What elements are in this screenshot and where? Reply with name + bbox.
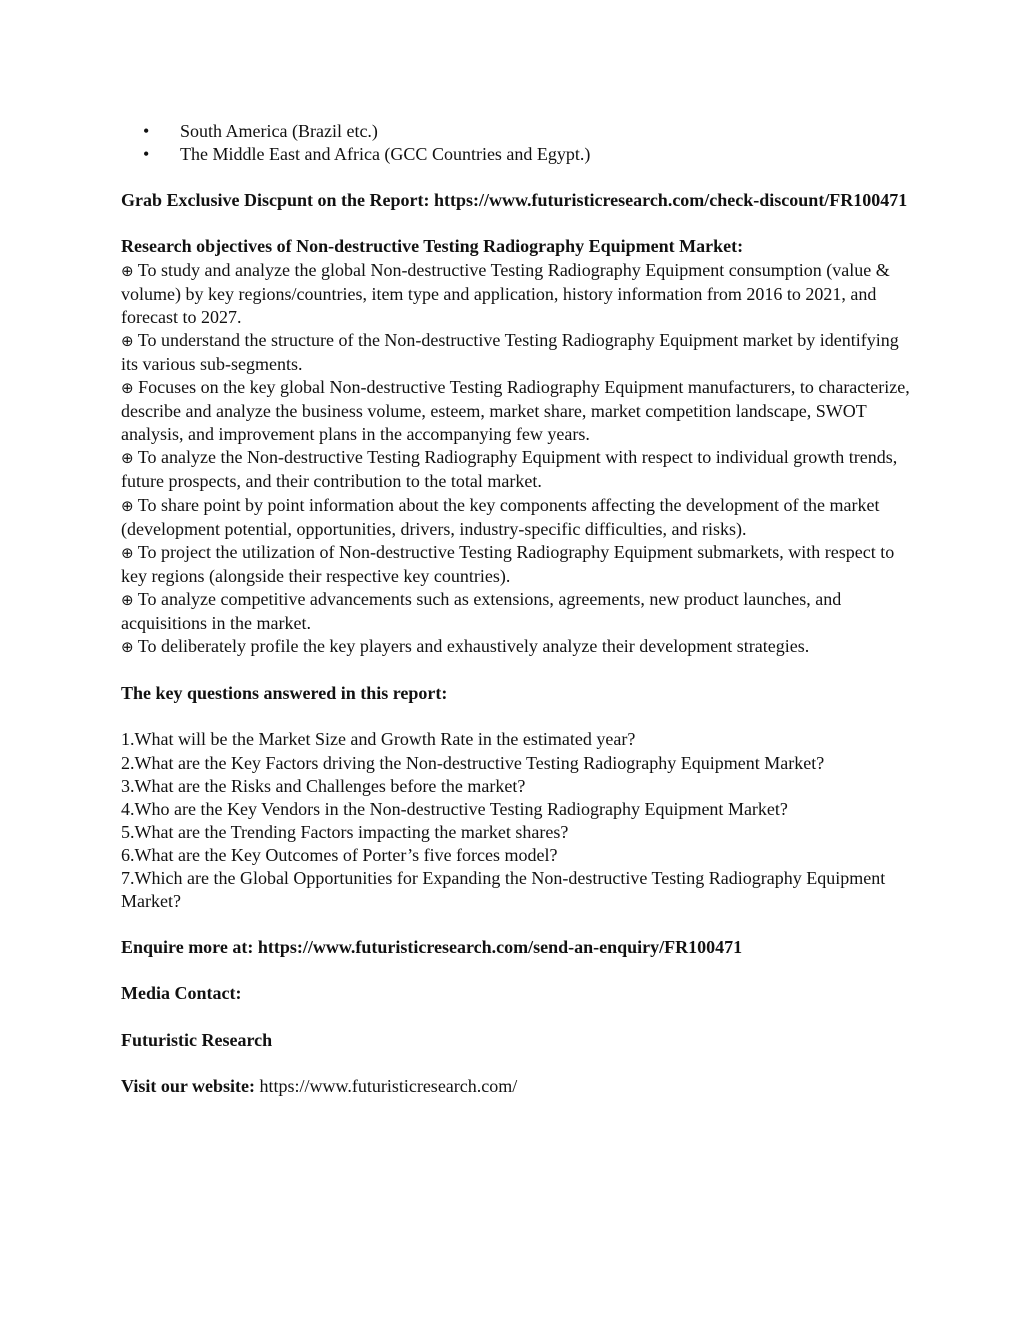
discount-link[interactable]: Grab Exclusive Discpunt on the Report: https://www.futuristicresearch.com/check-discount/FR100471	[121, 190, 908, 211]
list-item: 5.What are the Trending Factors impacting the market shares?	[121, 821, 569, 842]
bullet-text: South America (Brazil etc.)	[180, 121, 378, 141]
website-link[interactable]: https://www.futuristicresearch.com/	[259, 1075, 518, 1096]
company-name: Futuristic Research	[121, 1029, 273, 1050]
circled-plus-icon: ⊕	[121, 590, 134, 609]
website-label: Visit our website:	[121, 1075, 255, 1096]
list-item: ⊕ To study and analyze the global Non-destructive Testing Radiography Equipment consumption (value & volume) by key regions/countries, item type and application, history information from 2016 to 2021, and forecast to 2027.	[121, 259, 890, 327]
list-item: 6.What are the Key Outcomes of Porter’s five forces model?	[121, 844, 558, 865]
circled-plus-icon: ⊕	[121, 331, 134, 350]
list-item: 3.What are the Risks and Challenges before the market?	[121, 775, 526, 796]
list-item: ⊕ To deliberately profile the key players and exhaustively analyze their development strategies.	[121, 636, 810, 657]
objectives-heading: Research objectives of Non-destructive Testing Radiography Equipment Market:	[121, 236, 744, 257]
list-item: ⊕ To understand the structure of the Non-destructive Testing Radiography Equipment market by identifying its various sub-segments.	[121, 329, 899, 374]
circled-plus-icon: ⊕	[121, 496, 134, 515]
questions-list	[121, 728, 911, 913]
website-line	[121, 1075, 911, 1098]
bullet-text: The Middle East and Africa (GCC Countries and Egypt.)	[180, 144, 591, 165]
list-item: 2.What are the Key Factors driving the Non-destructive Testing Radiography Equipment Market?	[121, 752, 825, 773]
region-bullet-list	[121, 120, 911, 166]
list-item: ⊕ To analyze competitive advancements such as extensions, agreements, new product launches, and acquisitions in the market.	[121, 588, 842, 633]
list-item: 7.Which are the Global Opportunities for Expanding the Non-destructive Testing Radiography Equipment Market?	[121, 868, 886, 912]
bullet-icon: •	[143, 144, 150, 165]
media-contact-heading: Media Contact:	[121, 983, 242, 1004]
list-item: 4.Who are the Key Vendors in the Non-destructive Testing Radiography Equipment Market?	[121, 798, 788, 819]
list-item: ⊕ To share point by point information about the key components affecting the development of the market (development potential, opportunities, drivers, industry-specific difficulties, and risks).	[121, 494, 880, 539]
questions-heading: The key questions answered in this report:	[121, 683, 448, 704]
list-item	[121, 143, 911, 166]
document-page	[121, 120, 911, 1098]
circled-plus-icon: ⊕	[121, 543, 134, 562]
enquire-link[interactable]: Enquire more at: https://www.futuristicresearch.com/send-an-enquiry/FR100471	[121, 937, 743, 958]
list-item	[121, 120, 911, 143]
circled-plus-icon: ⊕	[121, 261, 134, 280]
bullet-icon: •	[143, 121, 150, 141]
objectives-list	[121, 259, 911, 660]
circled-plus-icon: ⊕	[121, 449, 134, 468]
list-item: ⊕ To analyze the Non-destructive Testing Radiography Equipment with respect to individual growth trends, future prospects, and their contribution to the total market.	[121, 447, 898, 492]
list-item: 1.What will be the Market Size and Growth Rate in the estimated year?	[121, 729, 636, 750]
list-item: ⊕ To project the utilization of Non-destructive Testing Radiography Equipment submarkets, with respect to key regions (alongside their respective key countries).	[121, 541, 895, 586]
circled-plus-icon: ⊕	[121, 379, 134, 398]
circled-plus-icon: ⊕	[121, 638, 134, 657]
list-item: ⊕ Focuses on the key global Non-destructive Testing Radiography Equipment manufacturers, to characterize, describe and analyze the business volume, esteem, market share, market competition landscape, SWOT analysis, and improvement plans in the accompanying few years.	[121, 377, 910, 445]
